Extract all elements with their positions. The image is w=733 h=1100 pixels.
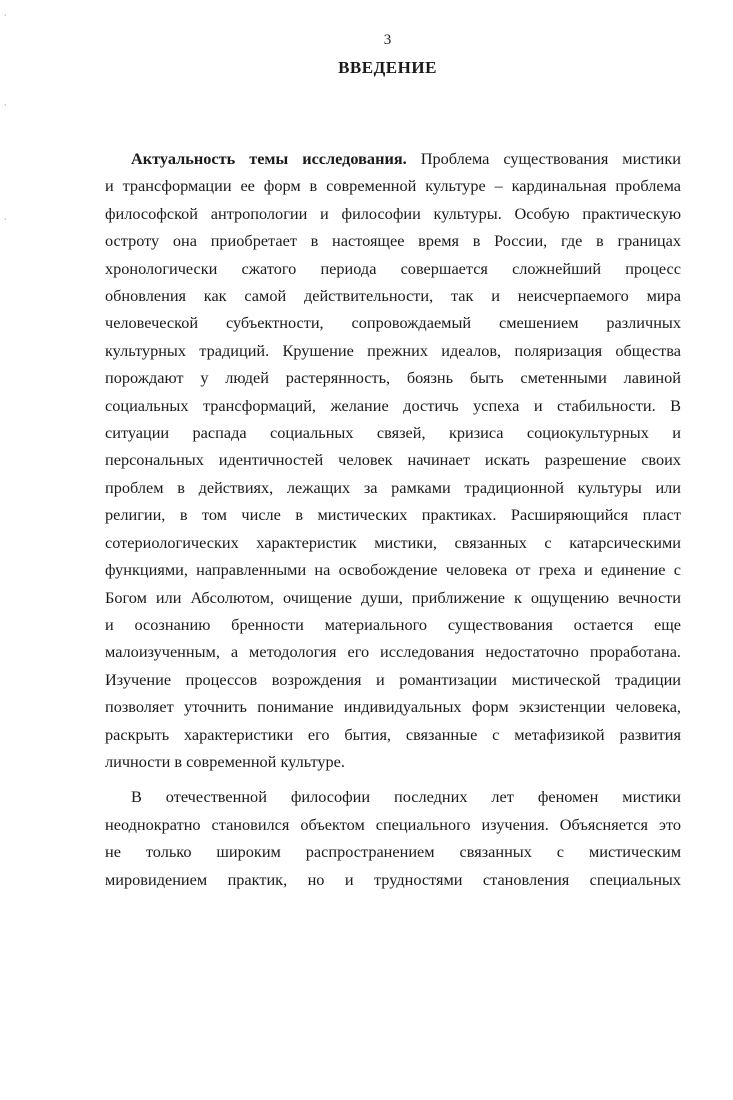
text-line: обновления как самой действительности, так и неисчерпаемого мира <box>105 286 681 306</box>
document-body <box>105 145 681 893</box>
text-line: и трансформации ее форм в современной культуре – кардинальная проблема <box>105 176 681 196</box>
text-line: функциями, направленными на освобождение человека от греха и единение с <box>105 560 681 580</box>
text-line: Изучение процессов возрождения и романтизации мистической традиции <box>105 669 681 689</box>
text-line: мировидением практик, но и трудностями становления специальных <box>105 869 681 889</box>
text-line: человеческой субъектности, сопровождаемый смешением различных <box>105 313 681 333</box>
text-line: Богом или Абсолютом, очищение души, приближение к ощущению вечности <box>105 587 681 607</box>
text-line: личности в современной культуре. <box>105 751 345 771</box>
text-line: культурных традиций. Крушение прежних идеалов, поляризация общества <box>105 340 681 360</box>
page-number: 3 <box>383 32 392 48</box>
text-line: малоизученным, а методология его исследования недостаточно проработана. <box>105 642 681 662</box>
text-line: позволяет уточнить понимание индивидуальных форм экзистенции человека, <box>105 697 681 717</box>
text-line: не только широким распространением связанных с мистическим <box>105 842 681 862</box>
text-line: сотериологических характеристик мистики, связанных с катарсическими <box>105 532 681 552</box>
text-line-content: Проблема существования мистики <box>420 149 681 168</box>
text-line <box>131 145 681 172</box>
text-line: остроту она приобретает в настоящее время в России, где в границах <box>105 231 681 251</box>
text-line: персональных идентичностей человек начинает искать разрешение своих <box>105 450 681 470</box>
text-line: и осознанию бренности материального существования остается еще <box>105 614 681 634</box>
section-lead: Актуальность темы исследования. <box>131 149 407 168</box>
text-line: раскрыть характеристики его бытия, связанные с метафизикой развития <box>105 724 681 744</box>
text-line: хронологически сжатого периода совершается сложнейший процесс <box>105 258 681 278</box>
page-title: ВВЕДЕНИЕ <box>338 58 437 77</box>
paragraph-relevance <box>105 145 681 775</box>
text-line: порождают у людей растерянность, боязнь быть сметенными лавиной <box>105 368 681 388</box>
text-line: религии, в том числе в мистических практиках. Расширяющийся пласт <box>105 505 681 525</box>
text-line: В отечественной философии последних лет феномен мистики <box>131 787 681 807</box>
text-line: проблем в действиях, лежащих за рамками традиционной культуры или <box>105 477 681 497</box>
text-line: неоднократно становился объектом специального изучения. Объясняется это <box>105 814 681 834</box>
scan-mark: ⸱ <box>4 11 7 21</box>
scan-mark: ⸱ <box>4 215 7 225</box>
text-line: ситуации распада социальных связей, кризиса социокультурных и <box>105 423 681 443</box>
text-line: социальных трансформаций, желание достичь успеха и стабильности. В <box>105 395 681 415</box>
paragraph-domestic-philosophy <box>105 783 681 893</box>
scan-mark: ⸱ <box>4 101 7 111</box>
text-line: философской антропологии и философии культуры. Особую практическую <box>105 203 681 223</box>
